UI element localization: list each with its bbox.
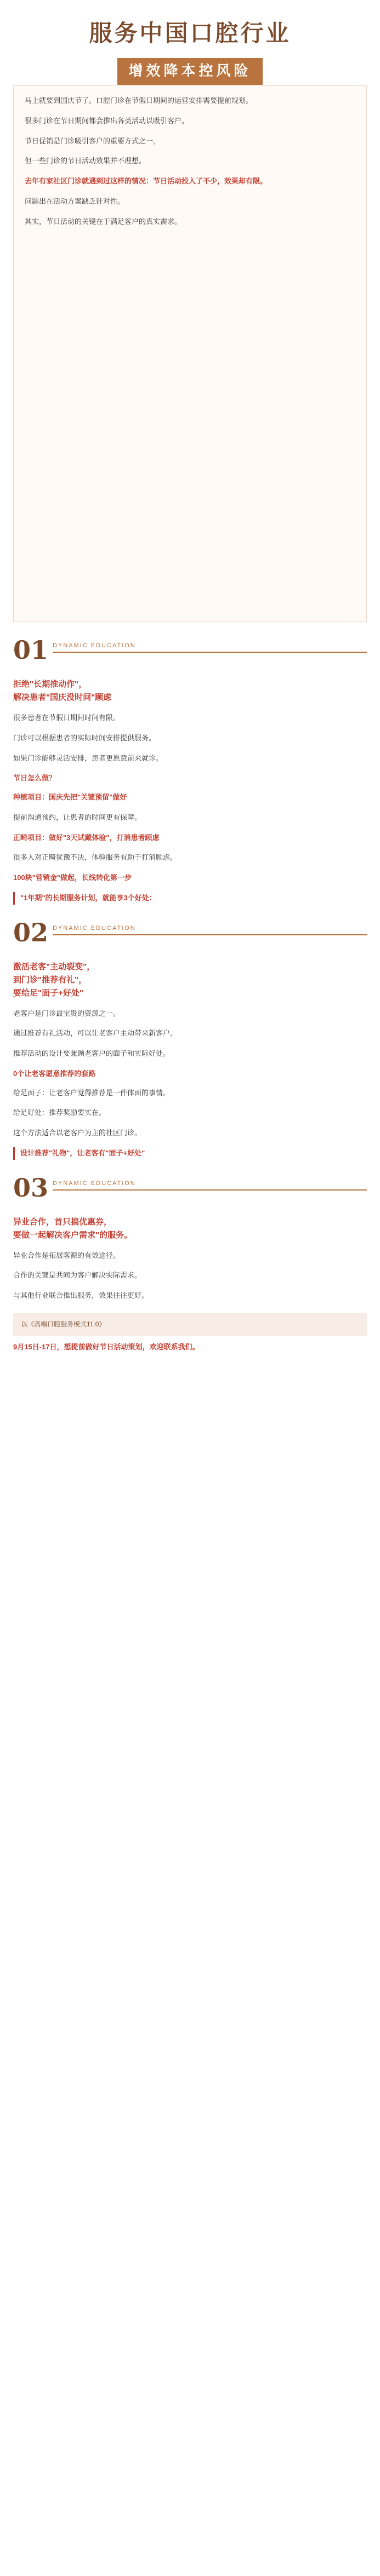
- intro-box: [13, 85, 367, 622]
- section-heading: [13, 678, 367, 704]
- section-subheading: 节日怎么做？: [13, 774, 56, 783]
- section-02: [0, 917, 380, 1160]
- section-divider: [53, 652, 367, 653]
- section-quote: "1年期"的长期服务计划，就能享3个好处：: [13, 892, 367, 905]
- section-paragraph: 老客户是门诊最宝贵的资源之一。: [13, 1009, 121, 1017]
- section-paragraph: 合作的关键是共同为客户解决实际需求。: [13, 1271, 142, 1280]
- intro-paragraph: 其实，节日活动的关键在于满足客户的真实需求。: [25, 217, 182, 226]
- section-number: 01: [13, 635, 49, 665]
- section-heading-line: 要做一起解决客户需求"的服务。: [13, 1230, 133, 1240]
- section-paragraph: 与其他行业联合推出服务，效果往往更好。: [13, 1291, 149, 1300]
- section-heading-line: 激活老客"主动裂变"，: [13, 962, 95, 971]
- section-03: [0, 1172, 380, 1302]
- intro-paragraph: 但一些门诊的节日活动效果并不理想。: [25, 157, 146, 165]
- section-heading: [13, 1216, 367, 1242]
- intro-paragraph: 问题出在活动方案缺乏针对性。: [25, 197, 125, 205]
- section-paragraph: 异业合作是拓展客源的有效途径。: [13, 1251, 121, 1260]
- intro-paragraph: 很多门诊在节日期间都会推出各类活动以吸引客户。: [25, 116, 189, 125]
- section-banner: [13, 917, 367, 955]
- section-paragraph: 提前沟通预约，让患者的时间更有保障。: [13, 813, 142, 821]
- intro-paragraph: 马上就要到国庆节了。口腔门诊在节假日期间的运营安排需要提前规划。: [25, 96, 253, 105]
- section-paragraph: 门诊可以根据患者的实际时间安排提供服务。: [13, 733, 156, 742]
- section-divider: [53, 934, 367, 935]
- bottom-banner: 以《高端口腔服务模式11.0》: [13, 1313, 367, 1336]
- section-heading-line: 解决患者"国庆没时间"顾虑: [13, 693, 112, 702]
- section-divider: [53, 1189, 367, 1191]
- section-paragraph: 种植项目：国庆先把"关键预留"做好: [13, 793, 127, 801]
- section-paragraph: 如果门诊能够灵活安排，患者更愿意前来就诊。: [13, 754, 163, 762]
- intro-paragraph: 节日促销是门诊吸引客户的重要方式之一。: [25, 136, 161, 145]
- section-number: 02: [13, 917, 49, 947]
- header-title: 服务中国口腔行业: [89, 20, 291, 47]
- section-paragraph: 正畸项目：做好"3天试戴体验"，打消患者顾虑: [13, 833, 160, 842]
- section-paragraph: 100块"营销金"做起，长线转化第一步: [13, 873, 132, 882]
- section-heading: [13, 961, 367, 1000]
- section-heading-line: 拒绝"长期推动作"，: [13, 680, 87, 689]
- section-tag: DYNAMIC EDUCATION: [53, 642, 136, 649]
- section-paragraph: 这个方法适合以老客户为主的社区门诊。: [13, 1129, 142, 1137]
- section-paragraph: 推荐活动的设计要兼顾老客户的面子和实际好处。: [13, 1049, 171, 1057]
- section-paragraph: 通过推荐有礼活动，可以让老客户主动带来新客户。: [13, 1029, 178, 1038]
- section-paragraph: 很多人对正畸犹豫不决，体验服务有助于打消顾虑。: [13, 853, 178, 862]
- intro-paragraph: 去年有家社区门诊就遇到过这样的情况：节日活动投入了不少，效果却有限。: [25, 177, 268, 185]
- section-heading-line: 要给足"面子+好处": [13, 988, 83, 998]
- section-01: [0, 634, 380, 905]
- section-number: 03: [13, 1172, 49, 1203]
- header-subtitle: 增效降本控风险: [117, 58, 262, 85]
- section-banner: [13, 634, 367, 672]
- section-paragraph: 很多患者在节假日期间时间有限。: [13, 714, 121, 722]
- section-paragraph: 给足面子：让老客户觉得推荐是一件体面的事情。: [13, 1088, 171, 1097]
- section-heading-line: 异业合作，首只搞优惠券，: [13, 1217, 112, 1227]
- section-subheading: 0个让老客愿意推荐的套路: [13, 1069, 96, 1078]
- section-quote: 设计推荐"礼物"，让老客有"面子+好处": [13, 1147, 367, 1160]
- closing-note: 9月15日-17日，想提前做好节日活动策划，欢迎联系我们。: [13, 1342, 200, 1351]
- header-banner: [0, 0, 380, 77]
- section-tag: DYNAMIC EDUCATION: [53, 924, 136, 932]
- section-heading-line: 到门诊"推荐有礼"，: [13, 975, 87, 985]
- section-banner: [13, 1172, 367, 1210]
- section-paragraph: 给足好处：推荐奖励要实在。: [13, 1108, 106, 1117]
- section-tag: DYNAMIC EDUCATION: [53, 1180, 136, 1187]
